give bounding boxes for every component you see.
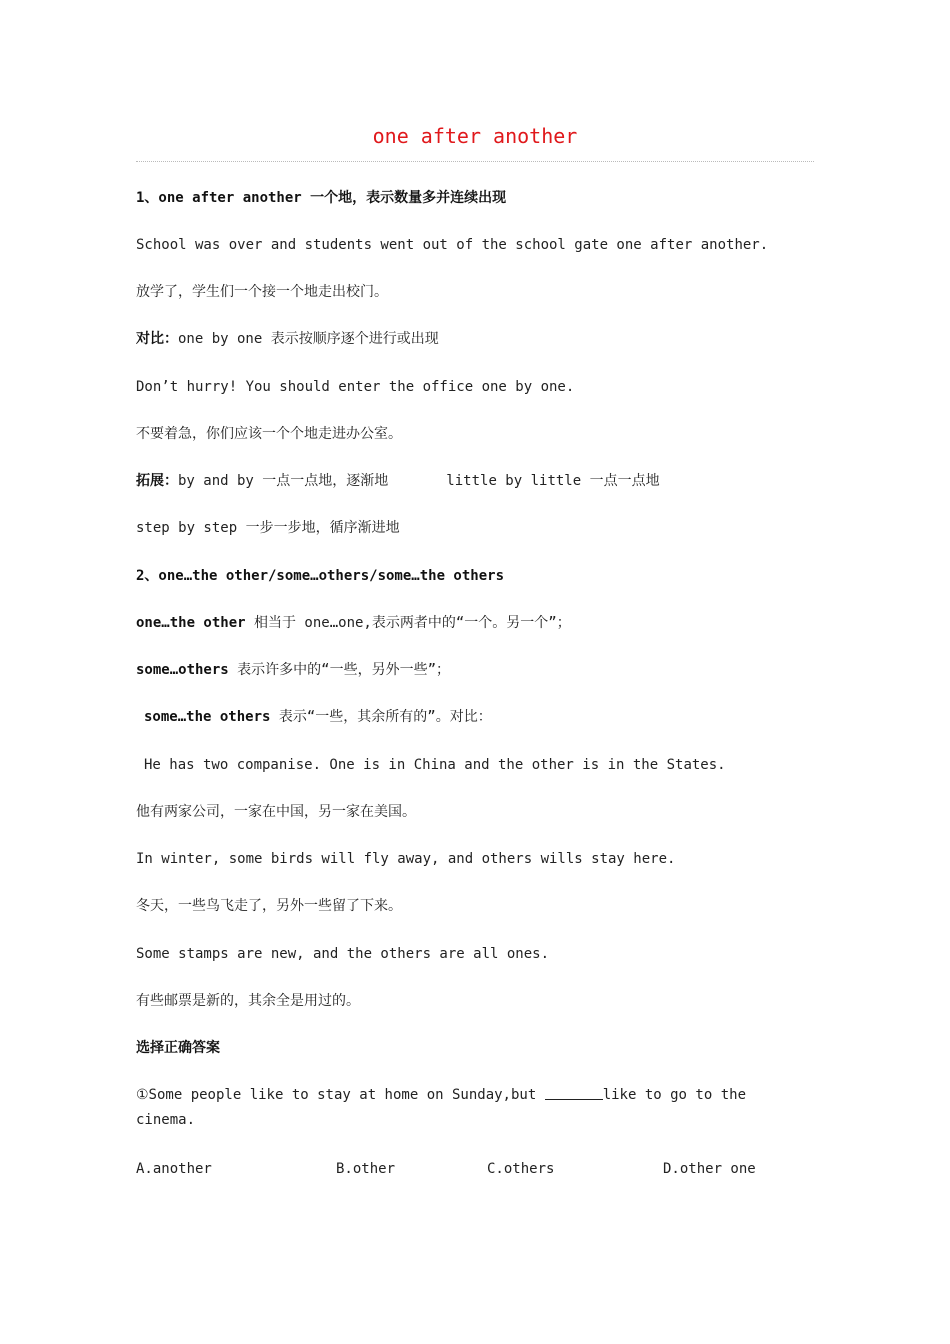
section-2-heading: 2、one…the other/some…others/some…the others <box>136 568 505 584</box>
quiz-heading: 选择正确答案 <box>136 1040 220 1056</box>
usage-3-term: some…the others <box>144 709 271 725</box>
answer-blank <box>545 1086 603 1100</box>
option-c: C.others <box>487 1161 555 1177</box>
title-divider <box>136 161 814 162</box>
contrast-text: one by one 表示按顺序逐个进行或出现 <box>178 331 439 347</box>
usage-1-term: one…the other <box>136 615 246 631</box>
example-3-chinese: 他有两家公司，一家在中国，另一家在美国。 <box>136 804 416 820</box>
section-1-heading: 1、one after another 一个地，表示数量多并连续出现 <box>136 190 507 206</box>
example-1-chinese: 放学了，学生们一个接一个地走出校门。 <box>136 284 388 300</box>
question-1-start: ①Some people like to stay at home on Sunday,but <box>136 1087 545 1103</box>
extend-phrase-a: by and by 一点一点地，逐渐地 <box>178 473 389 489</box>
page-title: one after another <box>372 124 578 148</box>
example-3-english: He has two companise. One is in China and the other is in the States. <box>144 757 726 773</box>
usage-2-term: some…others <box>136 662 229 678</box>
contrast-line <box>136 328 439 350</box>
example-1-english: School was over and students went out of the school gate one after another. <box>136 237 769 253</box>
usage-1-text: 相当于 one…one,表示两者中的“一个。另一个”； <box>245 615 571 631</box>
example-4-english: In winter, some birds will fly away, and others wills stay here. <box>136 851 676 867</box>
contrast-label: 对比： <box>136 331 178 347</box>
question-1-end: like to go to the cinema. <box>136 1087 746 1128</box>
usage-line-1 <box>136 612 571 634</box>
example-5-chinese: 有些邮票是新的，其余全是用过的。 <box>136 993 360 1009</box>
example-2-english: Don’t hurry! You should enter the office one by one. <box>136 379 575 395</box>
extend-phrase-c: step by step 一步一步地，循序渐进地 <box>136 520 400 536</box>
usage-line-2 <box>136 659 450 681</box>
option-d: D.other one <box>663 1161 756 1177</box>
option-b: B.other <box>336 1161 396 1177</box>
usage-2-text: 表示许多中的“一些，另外一些”； <box>228 662 451 678</box>
extend-phrase-b: little by little 一点一点地 <box>446 473 660 489</box>
usage-line-3 <box>144 706 492 728</box>
example-5-english: Some stamps are new, and the others are all ones. <box>136 946 550 962</box>
extend-label: 拓展： <box>136 473 178 489</box>
option-a: A.another <box>136 1161 212 1177</box>
example-4-chinese: 冬天，一些鸟飞走了，另外一些留了下来。 <box>136 898 402 914</box>
example-2-chinese: 不要着急，你们应该一个个地走进办公室。 <box>136 426 402 442</box>
quiz-question-1 <box>136 1083 776 1133</box>
extend-line <box>136 470 660 492</box>
usage-3-text: 表示“一些，其余所有的”。对比： <box>270 709 492 725</box>
